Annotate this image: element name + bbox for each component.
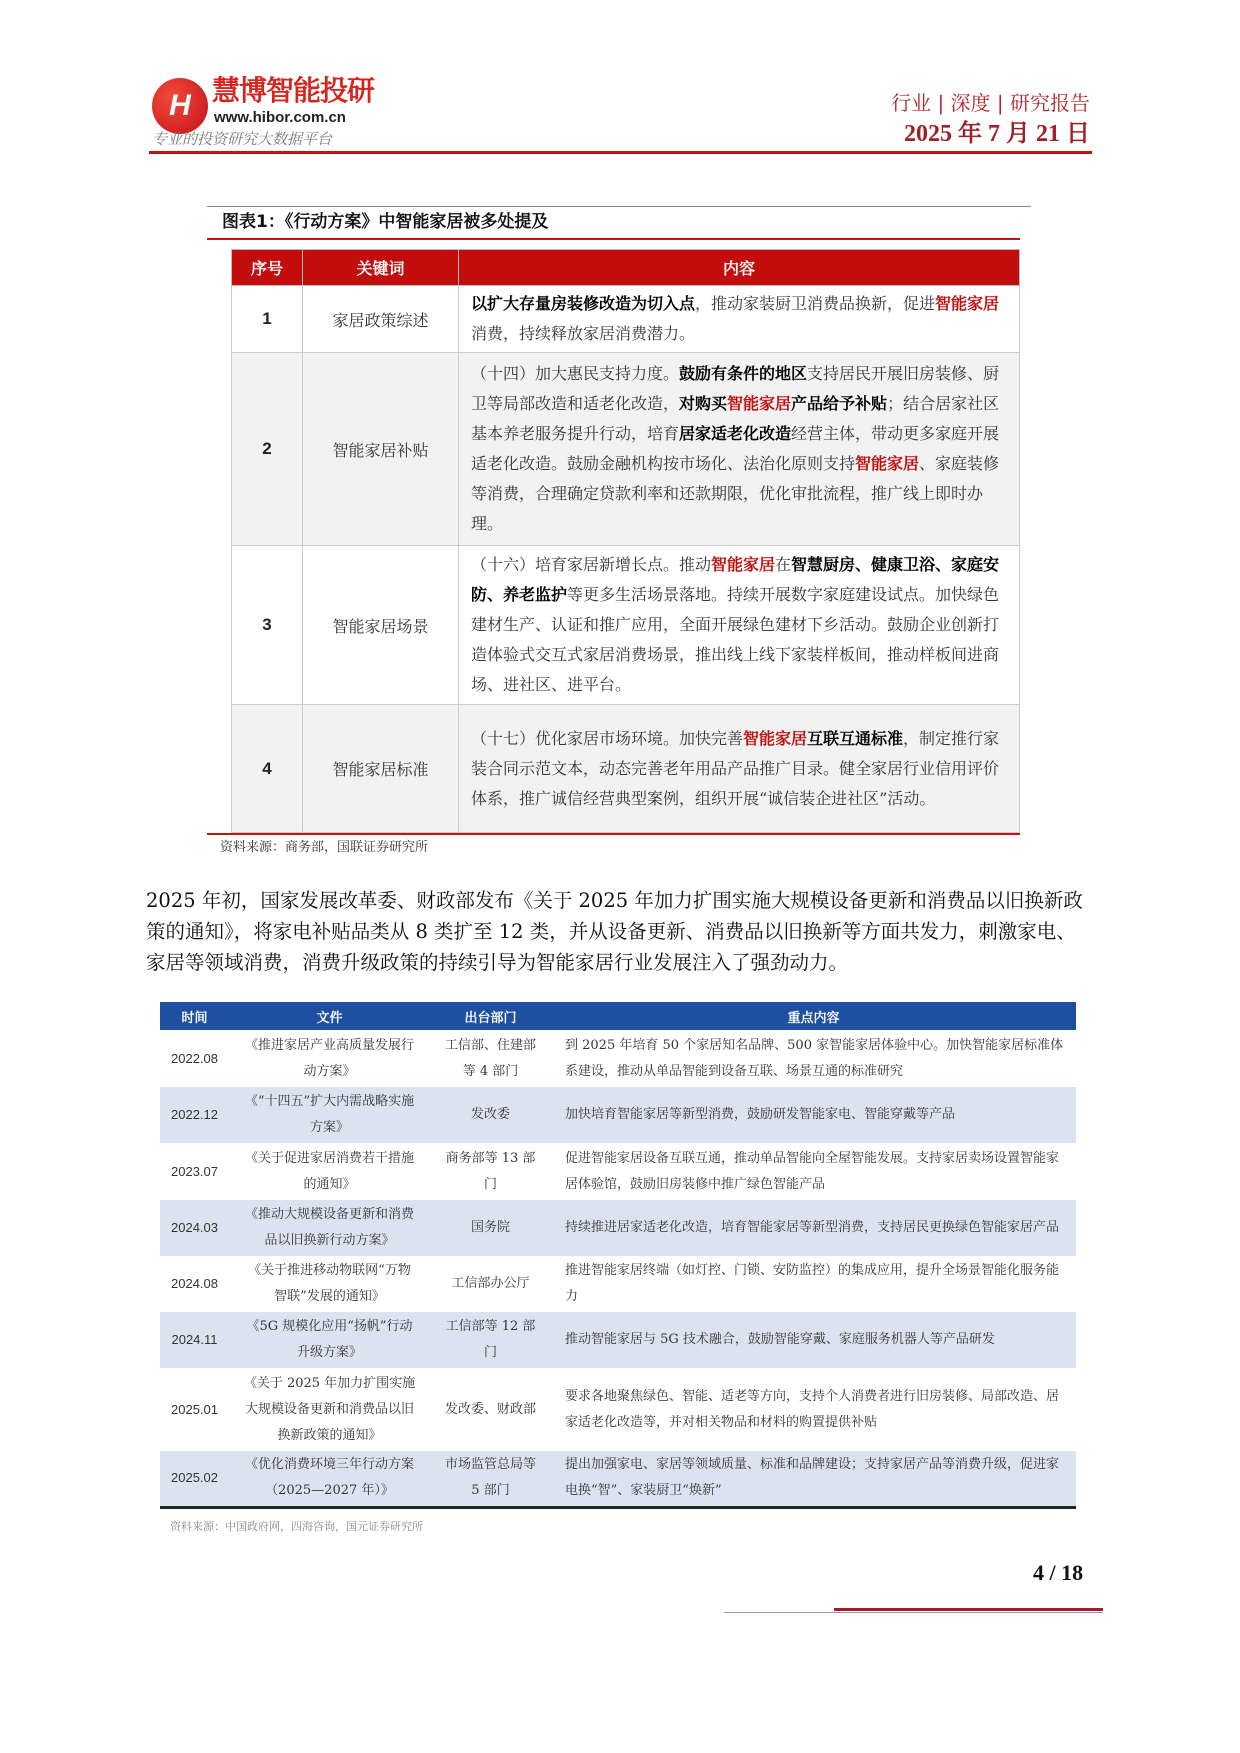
row-point: 持续推进居家适老化改造，培育智能家居等新型消费，支持居民更换绿色智能家居产品 <box>551 1200 1076 1256</box>
row-point: 加快培育智能家居等新型消费，鼓励研发智能家电、智能穿戴等产品 <box>551 1087 1076 1143</box>
row-file: 《推动大规模设备更新和消费品以旧换新行动方案》 <box>229 1200 430 1256</box>
col-header-no: 序号 <box>232 250 303 286</box>
text: 经营主体，带动更多家庭开展适老化改造。鼓励金融机构按市场化、法治化原则支持 <box>471 424 1000 473</box>
row-date: 2022.12 <box>160 1087 229 1143</box>
row-file: 《优化消费环境三年行动方案（2025—2027 年）》 <box>229 1451 430 1507</box>
figure-top-rule <box>207 206 1031 207</box>
row-dept: 工信部办公厅 <box>451 1276 530 1291</box>
row-date: 2024.08 <box>171 1276 218 1291</box>
policy-timeline-table <box>160 1002 1076 1509</box>
table-row <box>160 1087 1076 1143</box>
text: （十七）优化家居市场环境。加快完善 <box>471 728 744 748</box>
row-content <box>459 353 1020 546</box>
row-point: 到 2025 年培育 50 个家居知名品牌、500 家智能家居体验中心。加快智能家居标准体系建设，推动从单品智能到设备互联、场景互通的标准研究 <box>565 1037 1064 1079</box>
row-no: 3 <box>232 546 303 705</box>
table-bottom-rule <box>207 833 1020 835</box>
table-row <box>160 1368 1076 1451</box>
row-point: 推进智能家居终端（如灯控、门锁、安防监控）的集成应用，提升全场景智能化服务能力 <box>565 1263 1060 1304</box>
row-point: 推动智能家居与 5G 技术融合，鼓励智能穿戴、家庭服务机器人等产品研发 <box>551 1312 1076 1368</box>
row-point: 促进智能家居设备互联互通，推动单品智能向全屋智能发展。支持家居卖场设置智能家居体验馆，鼓励旧房装修中推广绿色智能产品 <box>565 1150 1060 1192</box>
row-keyword: 智能家居场景 <box>303 546 459 705</box>
table-row <box>232 353 1020 546</box>
table-header-row <box>232 250 1020 286</box>
row-content <box>459 286 1020 353</box>
bold-text: 互联互通标准 <box>807 728 904 748</box>
body-paragraph: 2025 年初，国家发展改革委、财政部发布《关于 2025 年加力扩围实施大规模设备更新和消费品以旧换新政策的通知》，将家电补贴品类从 8 类扩至 12 类，并从设备更新、消费品以旧换新等方面共发力，刺激家电、家居等领域消费，消费升级政策的持续引导为智能家居行业发展注入了强劲动力。 <box>146 889 1083 974</box>
row-file: 《关于 2025 年加力扩围实施大规模设备更新和消费品以旧换新政策的通知》 <box>243 1375 416 1443</box>
table-row <box>160 1256 1076 1312</box>
col-header-file: 文件 <box>229 1002 430 1030</box>
header-divider <box>149 151 1092 154</box>
row-keyword: 智能家居标准 <box>303 705 459 833</box>
highlight-keyword: 智能家居 <box>743 728 808 748</box>
report-date: 2025 年 7 月 21 日 <box>904 121 1090 147</box>
highlight-keyword: 智能家居 <box>711 555 776 574</box>
highlight-keyword: 智能家居 <box>935 294 1000 313</box>
text: （十六）培育家居新增长点。推动 <box>471 555 712 574</box>
figure-red-rule <box>207 238 1020 240</box>
row-no: 4 <box>232 705 303 833</box>
table-row <box>160 1312 1076 1368</box>
table-header-row <box>160 1002 1076 1030</box>
col-header-date: 时间 <box>160 1002 229 1030</box>
footer-rule <box>724 1612 1103 1613</box>
row-date: 2024.03 <box>160 1200 229 1256</box>
logo-url: www.hibor.com.cn <box>214 109 346 126</box>
table-row <box>232 705 1020 833</box>
row-date: 2025.02 <box>160 1451 229 1507</box>
bold-text: 以扩大存量房装修改造为切入点 <box>471 294 696 313</box>
row-date: 2024.11 <box>160 1312 229 1368</box>
row-date: 2023.07 <box>171 1163 218 1179</box>
row-date: 2025.01 <box>171 1401 218 1417</box>
row-file: 《“十四五”扩大内需战略实施方案》 <box>229 1087 430 1143</box>
row-keyword: 智能家居补贴 <box>303 353 459 546</box>
row-point: 提出加强家电、家居等领域质量、标准和品牌建设；支持家居产品等消费升级，促进家电换“智”、家装厨卫“焕新” <box>551 1451 1076 1507</box>
text: （十四）加大惠民支持力度。 <box>471 364 680 383</box>
text: 等更多生活场景落地。持续开展数字家庭建设试点。加快绿色建材生产、认证和推广应用，全面开展绿色建材下乡活动。鼓励企业创新打造体验式交互式家居消费场景，推出线上线下家装样板间，推动样板间进商场、进社区、进平台。 <box>471 585 1000 694</box>
text: 在 <box>775 555 792 574</box>
table-row <box>160 1030 1076 1087</box>
text: ，制定推行家装合同示范文本，动态完善老年用品产品推广目录。健全家居行业信用评价体系，推广诚信经营典型案例，组织开展“诚信装企进社区”活动。 <box>471 728 1000 808</box>
table-row <box>160 1200 1076 1256</box>
row-content <box>459 705 1020 833</box>
table-row <box>232 286 1020 353</box>
row-file: 《5G 规模化应用“扬帆”行动升级方案》 <box>229 1312 430 1368</box>
bold-text: 智慧厨房、健康卫浴、家庭安防、养老监护 <box>471 555 1000 604</box>
bold-text: 鼓励有条件的地区 <box>679 364 808 383</box>
row-dept: 发改委 <box>430 1087 551 1143</box>
col-header-keyword: 关键词 <box>303 250 459 286</box>
figure1-source: 资料来源：商务部，国联证券研究所 <box>220 840 429 855</box>
row-dept: 国务院 <box>430 1200 551 1256</box>
row-dept: 商务部等 13 部门 <box>445 1150 536 1192</box>
row-dept: 市场监管总局等 5 部门 <box>430 1451 551 1507</box>
row-dept: 工信部、住建部等 4 部门 <box>444 1037 536 1079</box>
row-file: 《推进家居产业高质量发展行动方案》 <box>244 1037 414 1079</box>
row-point: 要求各地聚焦绿色、智能、适老等方向，支持个人消费者进行旧房装修、局部改造、居家适老化改造等，并对相关物品和材料的购置提供补贴 <box>565 1388 1060 1430</box>
row-file: 《关于推进移动物联网“万物智联”发展的通知》 <box>248 1263 411 1304</box>
text: ；结合居家社区基本养老服务提升行动，培育 <box>471 394 1000 443</box>
content-flow <box>0 249 1240 1534</box>
text: ，推动家装厨卫消费品换新，促进 <box>695 294 936 313</box>
table-row <box>160 1451 1076 1507</box>
text: 、家庭装修等消费，合理确定贷款利率和还款期限，优化审批流程，推广线上即时办理。 <box>471 454 1000 533</box>
col-header-content: 内容 <box>459 250 1020 286</box>
row-no: 1 <box>232 286 303 353</box>
bold-text: 产品给予补贴 <box>791 394 888 413</box>
bold-text: 居家适老化改造 <box>679 424 792 443</box>
table-row <box>160 1143 1076 1200</box>
row-content <box>459 546 1020 705</box>
figure2-source: 资料来源：中国政府网，四海咨询，国元证券研究所 <box>170 1519 423 1533</box>
col-header-dept: 出台部门 <box>430 1002 551 1030</box>
highlight-keyword: 智能家居 <box>855 454 920 473</box>
row-keyword: 家居政策综述 <box>303 286 459 353</box>
row-date: 2022.08 <box>171 1050 218 1066</box>
col-header-point: 重点内容 <box>551 1002 1076 1030</box>
logo-mark: H <box>152 78 208 134</box>
row-dept: 工信部等 12 部门 <box>430 1312 551 1368</box>
highlight-keyword: 智能家居 <box>727 394 792 413</box>
text: 支持居民开展旧房装修、厨卫等局部改造和适老化改造， <box>471 364 1000 413</box>
row-file: 《关于促进家居消费若干措施的通知》 <box>244 1150 414 1192</box>
report-type: 行业 | 深度 | 研究报告 <box>891 91 1090 115</box>
bold-text: 对购买 <box>679 394 728 413</box>
footer-accent-rule <box>834 1608 1103 1611</box>
figure1-title: 图表1：《行动方案》中智能家居被多处提及 <box>222 212 549 232</box>
logo-name: 慧博智能投研 <box>212 74 375 107</box>
policy-keyword-table <box>231 249 1020 833</box>
page-number: 4 / 18 <box>1033 1560 1084 1585</box>
table-row <box>232 546 1020 705</box>
row-no: 2 <box>232 353 303 546</box>
row-dept: 发改委、财政部 <box>444 1401 536 1417</box>
text: 消费，持续释放家居消费潜力。 <box>471 324 696 343</box>
logo-slogan: 专业的投资研究大数据平台 <box>152 130 333 148</box>
